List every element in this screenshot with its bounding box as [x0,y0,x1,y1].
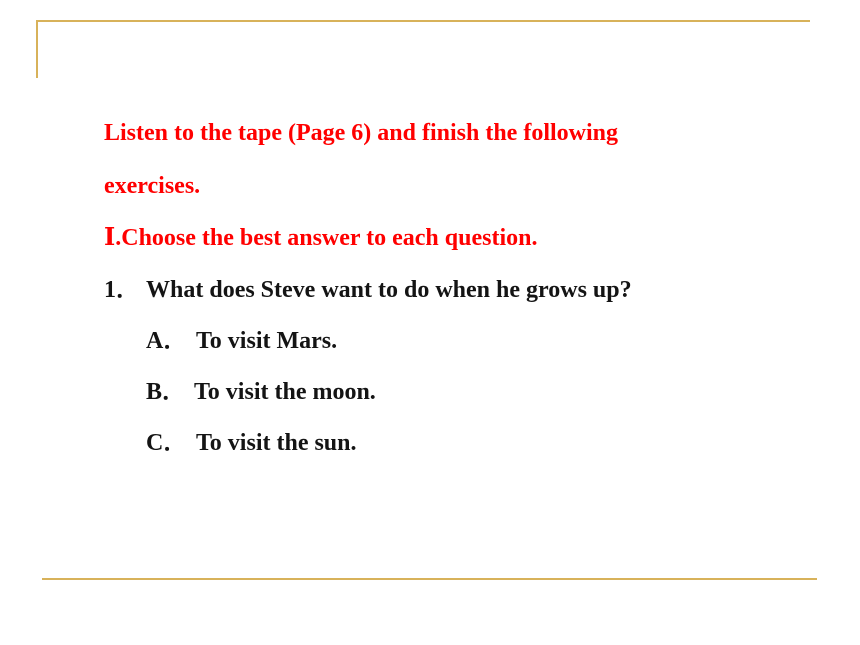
left-accent-line [36,20,38,78]
top-accent-line [36,20,810,22]
option-c-letter: C． [146,430,188,456]
section-heading [104,223,537,253]
option-b [146,377,376,407]
option-c-text: To visit the sun. [196,430,357,456]
option-b-text: To visit the moon. [194,379,376,405]
option-a [146,326,337,356]
question-1 [104,275,632,305]
instruction-line-1: Listen to the tape (Page 6) and finish the following [104,120,619,146]
section-title: .Choose the best answer to each question. [115,225,538,251]
option-a-letter: A． [146,328,188,354]
section-numeral: Ⅰ [104,225,116,251]
bottom-accent-line [42,578,817,580]
question-text: What does Steve want to do when he grows up? [146,277,632,303]
option-c [146,428,357,458]
option-b-letter: B． [146,379,187,405]
instruction-line-2: exercises. [104,173,201,199]
option-a-text: To visit Mars. [196,328,338,354]
question-number: 1． [104,277,140,303]
